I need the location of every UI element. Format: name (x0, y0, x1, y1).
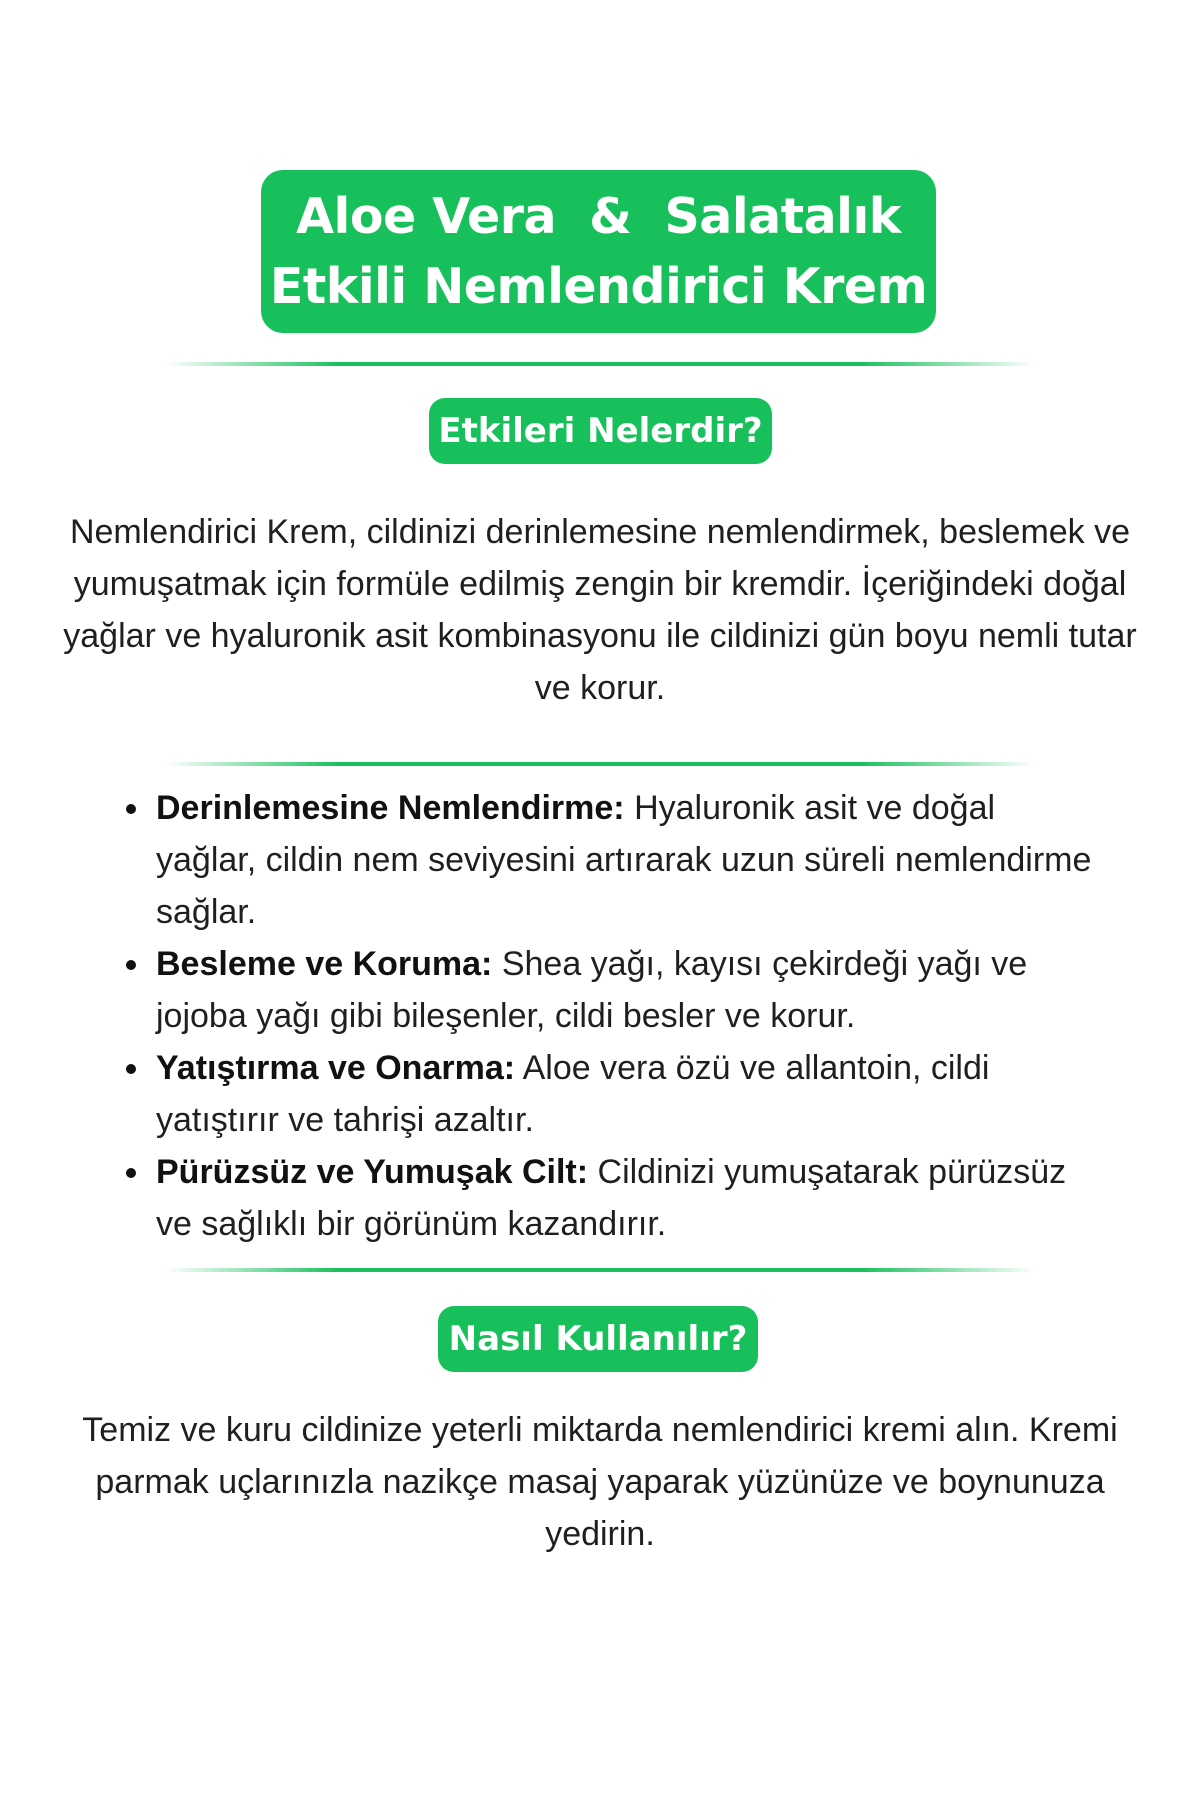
usage-heading: Nasıl Kullanılır? (438, 1306, 758, 1372)
benefit-item (118, 1042, 1098, 1146)
benefits-list (118, 782, 1098, 1250)
bullet-icon (126, 1064, 136, 1074)
benefit-term: Derinlemesine Nemlendirme: (156, 789, 625, 827)
benefit-item (118, 938, 1098, 1042)
bullet-icon (126, 960, 136, 970)
title-line-2: Etkili Nemlendirici Krem (269, 257, 928, 315)
divider-bottom (165, 1268, 1035, 1272)
title-banner (261, 170, 936, 333)
usage-text: Temiz ve kuru cildinize yeterli miktarda nemlendirici kremi alın. Kremi parmak uçlarınızla nazikçe masaj yaparak yüzünüze ve boynunuza yedirin. (82, 1411, 1118, 1553)
benefit-text: Cildinizi yumuşatarak pürüzsüz ve sağlıklı bir görünüm kazandırır. (156, 1153, 1067, 1243)
divider-middle (165, 762, 1035, 766)
benefit-item (118, 1146, 1098, 1250)
benefit-text: Hyaluronik asit ve doğal yağlar, cildin nem seviyesini artırarak uzun süreli nemlendirme sağlar. (156, 789, 1092, 931)
effects-intro-text: Nemlendirici Krem, cildinizi derinlemesine nemlendirmek, beslemek ve yumuşatmak için formüle edilmiş zengin bir kremdir. İçeriğindeki doğal yağlar ve hyaluronik asit kombinasyonu ile cildinizi gün boyu nemli tutar ve korur. (63, 513, 1137, 707)
title-line-1: Aloe Vera & Salatalık (296, 187, 901, 245)
benefit-text: Aloe vera özü ve allantoin, cildi yatıştırır ve tahrişi azaltır. (156, 1049, 990, 1139)
divider-top (165, 362, 1035, 366)
bullet-icon (126, 1168, 136, 1178)
benefit-term: Yatıştırma ve Onarma: (156, 1049, 516, 1087)
benefit-item (118, 782, 1098, 938)
benefit-term: Besleme ve Koruma: (156, 945, 493, 983)
bullet-icon (126, 804, 136, 814)
benefit-term: Pürüzsüz ve Yumuşak Cilt: (156, 1153, 589, 1191)
benefit-text: Shea yağı, kayısı çekirdeği yağı ve jojoba yağı gibi bileşenler, cildi besler ve korur. (156, 945, 1028, 1035)
effects-heading: Etkileri Nelerdir? (429, 398, 772, 464)
